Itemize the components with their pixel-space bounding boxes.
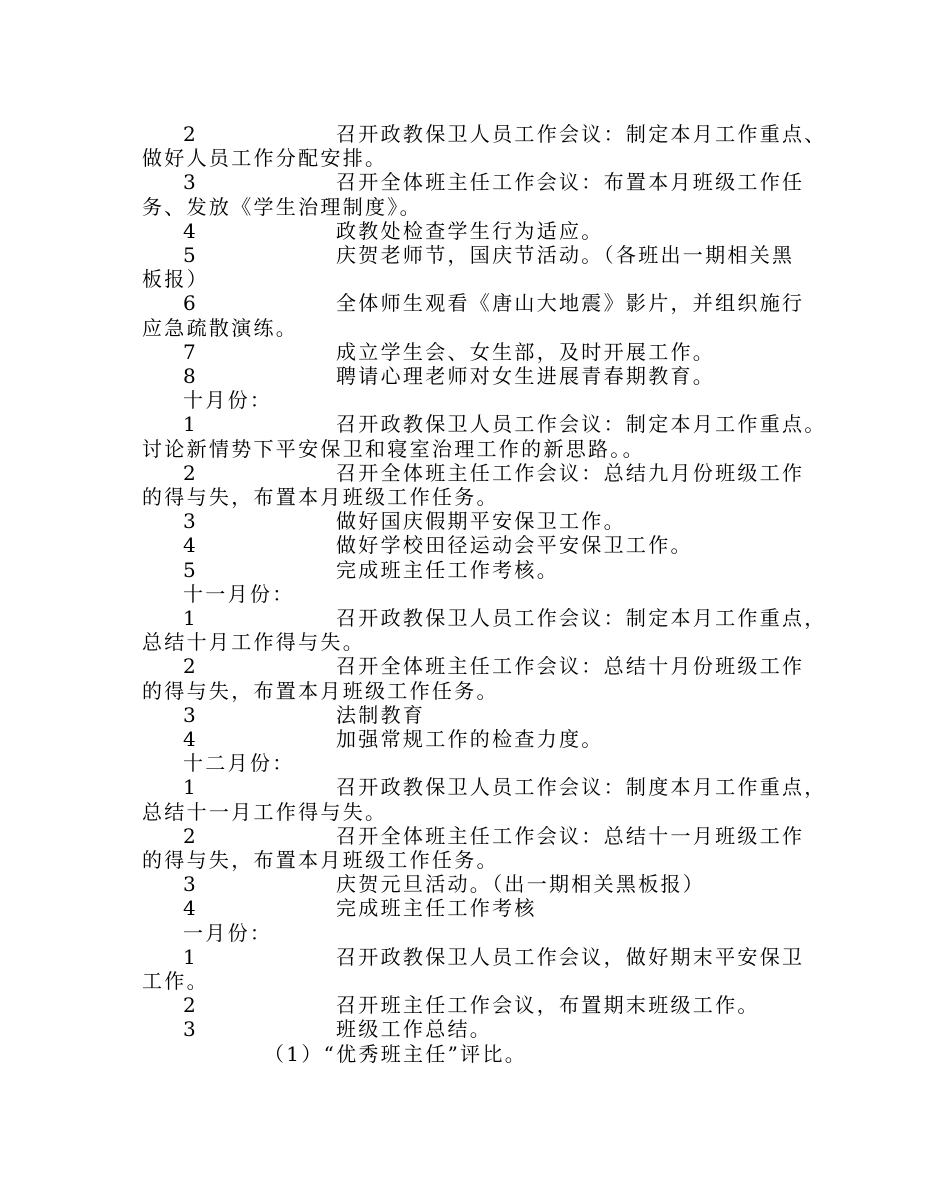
item-text-continuation: 的得与失，布置本月班级工作任务。 <box>142 848 499 872</box>
item-text: 班级工作总结。 <box>336 1017 493 1042</box>
item-text: 召开全体班主任工作会议：布置本月班级工作任 <box>336 170 805 195</box>
item-number: 4 <box>183 727 196 751</box>
text-line <box>0 291 950 315</box>
item-text: 召开全体班主任工作会议：总结九月份班级工作 <box>336 460 805 485</box>
item-text: 成立学生会、女生部，及时开展工作。 <box>336 339 716 364</box>
item-number: 6 <box>183 291 196 316</box>
item-text: 庆贺元旦活动。（出一期相关黑板报） <box>336 872 706 897</box>
item-number: 4 <box>183 896 196 921</box>
text-line <box>0 606 950 630</box>
text-line <box>0 388 950 412</box>
item-number: 7 <box>183 339 196 364</box>
item-text-continuation: 讨论新情势下平安保卫和寝室治理工作的新思路。。 <box>142 436 645 461</box>
text-line <box>0 1017 950 1041</box>
item-text: 召开政教保卫人员工作会议：制定本月工作重点， <box>336 606 827 630</box>
text-line <box>0 195 950 219</box>
item-number: 5 <box>183 557 196 582</box>
sub-item: （1）“优秀班主任”评比。 <box>264 1041 528 1066</box>
text-line <box>0 170 950 194</box>
item-number: 4 <box>183 218 196 243</box>
item-number: 1 <box>183 775 196 800</box>
item-number: 1 <box>183 606 196 630</box>
text-line <box>0 848 950 872</box>
item-text: 召开政教保卫人员工作会议，做好期末平安保卫 <box>336 944 805 969</box>
text-line <box>0 485 950 509</box>
text-line <box>0 679 950 703</box>
item-text: 庆贺老师节，国庆节活动。（各班出一期相关黑 <box>336 243 795 267</box>
text-line <box>0 727 950 751</box>
text-line <box>0 558 950 582</box>
item-text-continuation: 总结十月工作得与失。 <box>142 630 365 655</box>
text-line <box>0 945 950 969</box>
text-line <box>0 122 950 146</box>
item-text-continuation: 板报） <box>142 267 209 292</box>
item-number: 3 <box>183 1017 196 1042</box>
text-line <box>0 824 950 848</box>
item-number: 2 <box>183 993 196 1018</box>
item-number: 3 <box>183 872 196 897</box>
text-line <box>0 340 950 364</box>
item-text: 做好国庆假期平安保卫工作。 <box>336 509 626 534</box>
text-line <box>0 993 950 1017</box>
item-number: 4 <box>183 533 196 558</box>
item-text: 全体师生观看《唐山大地震》影片，并组织施行 <box>336 291 805 316</box>
month-heading: 十月份： <box>183 388 273 413</box>
text-line <box>0 582 950 606</box>
item-text: 做好学校田径运动会平安保卫工作。 <box>336 533 693 558</box>
item-text: 聘请心理老师对女生进展青春期教育。 <box>336 364 716 388</box>
text-line <box>0 921 950 945</box>
item-number: 2 <box>183 122 196 146</box>
item-text: 法制教育 <box>336 702 426 727</box>
item-text: 完成班主任工作考核。 <box>336 557 559 582</box>
text-line <box>0 751 950 775</box>
text-line <box>0 461 950 485</box>
text-line <box>0 654 950 678</box>
text-line <box>0 412 950 436</box>
month-heading: 一月份： <box>183 920 273 945</box>
item-number: 1 <box>183 412 196 437</box>
text-line <box>0 267 950 291</box>
text-line <box>0 896 950 920</box>
item-text: 召开全体班主任工作会议：总结十一月班级工作 <box>336 823 805 848</box>
month-heading: 十一月份： <box>183 581 295 606</box>
text-line <box>0 533 950 557</box>
text-line <box>0 703 950 727</box>
item-text-continuation: 的得与失，布置本月班级工作任务。 <box>142 485 499 509</box>
item-text-continuation: 做好人员工作分配安排。 <box>142 146 388 171</box>
text-line <box>0 969 950 993</box>
text-line <box>0 509 950 533</box>
item-number: 2 <box>183 460 196 485</box>
item-text-continuation: 的得与失，布置本月班级工作任务。 <box>142 678 499 703</box>
item-text-continuation: 总结十一月工作得与失。 <box>142 799 388 824</box>
item-text: 召开政教保卫人员工作会议：制定本月工作重点。 <box>336 412 827 437</box>
item-number: 5 <box>183 243 196 267</box>
text-line <box>0 775 950 799</box>
text-line <box>0 146 950 170</box>
text-line <box>0 630 950 654</box>
text-line <box>0 243 950 267</box>
month-heading: 十二月份： <box>183 751 295 776</box>
item-text: 召开全体班主任工作会议：总结十月份班级工作 <box>336 654 805 679</box>
item-text: 召开班主任工作会议，布置期末班级工作。 <box>336 993 760 1018</box>
item-text-continuation: 工作。 <box>142 969 209 993</box>
item-text-continuation: 应急疏散演练。 <box>142 315 299 340</box>
text-line <box>0 316 950 340</box>
item-number: 2 <box>183 823 196 848</box>
item-number: 2 <box>183 654 196 679</box>
item-number: 8 <box>183 364 196 388</box>
item-number: 3 <box>183 702 196 727</box>
item-text: 政教处检查学生行为适应。 <box>336 218 604 243</box>
text-line <box>0 800 950 824</box>
item-text: 召开政教保卫人员工作会议：制度本月工作重点， <box>336 775 827 800</box>
text-line <box>0 872 950 896</box>
item-text: 加强常规工作的检查力度。 <box>336 727 604 751</box>
item-number: 1 <box>183 944 196 969</box>
item-number: 3 <box>183 170 196 195</box>
text-line <box>0 364 950 388</box>
text-line <box>0 219 950 243</box>
item-text-continuation: 务、发放《学生治理制度》。 <box>142 194 422 219</box>
text-line <box>0 1042 950 1066</box>
item-text: 完成班主任工作考核 <box>336 896 537 921</box>
text-line <box>0 437 950 461</box>
item-text: 召开政教保卫人员工作会议：制定本月工作重点、 <box>336 122 827 146</box>
item-number: 3 <box>183 509 196 534</box>
